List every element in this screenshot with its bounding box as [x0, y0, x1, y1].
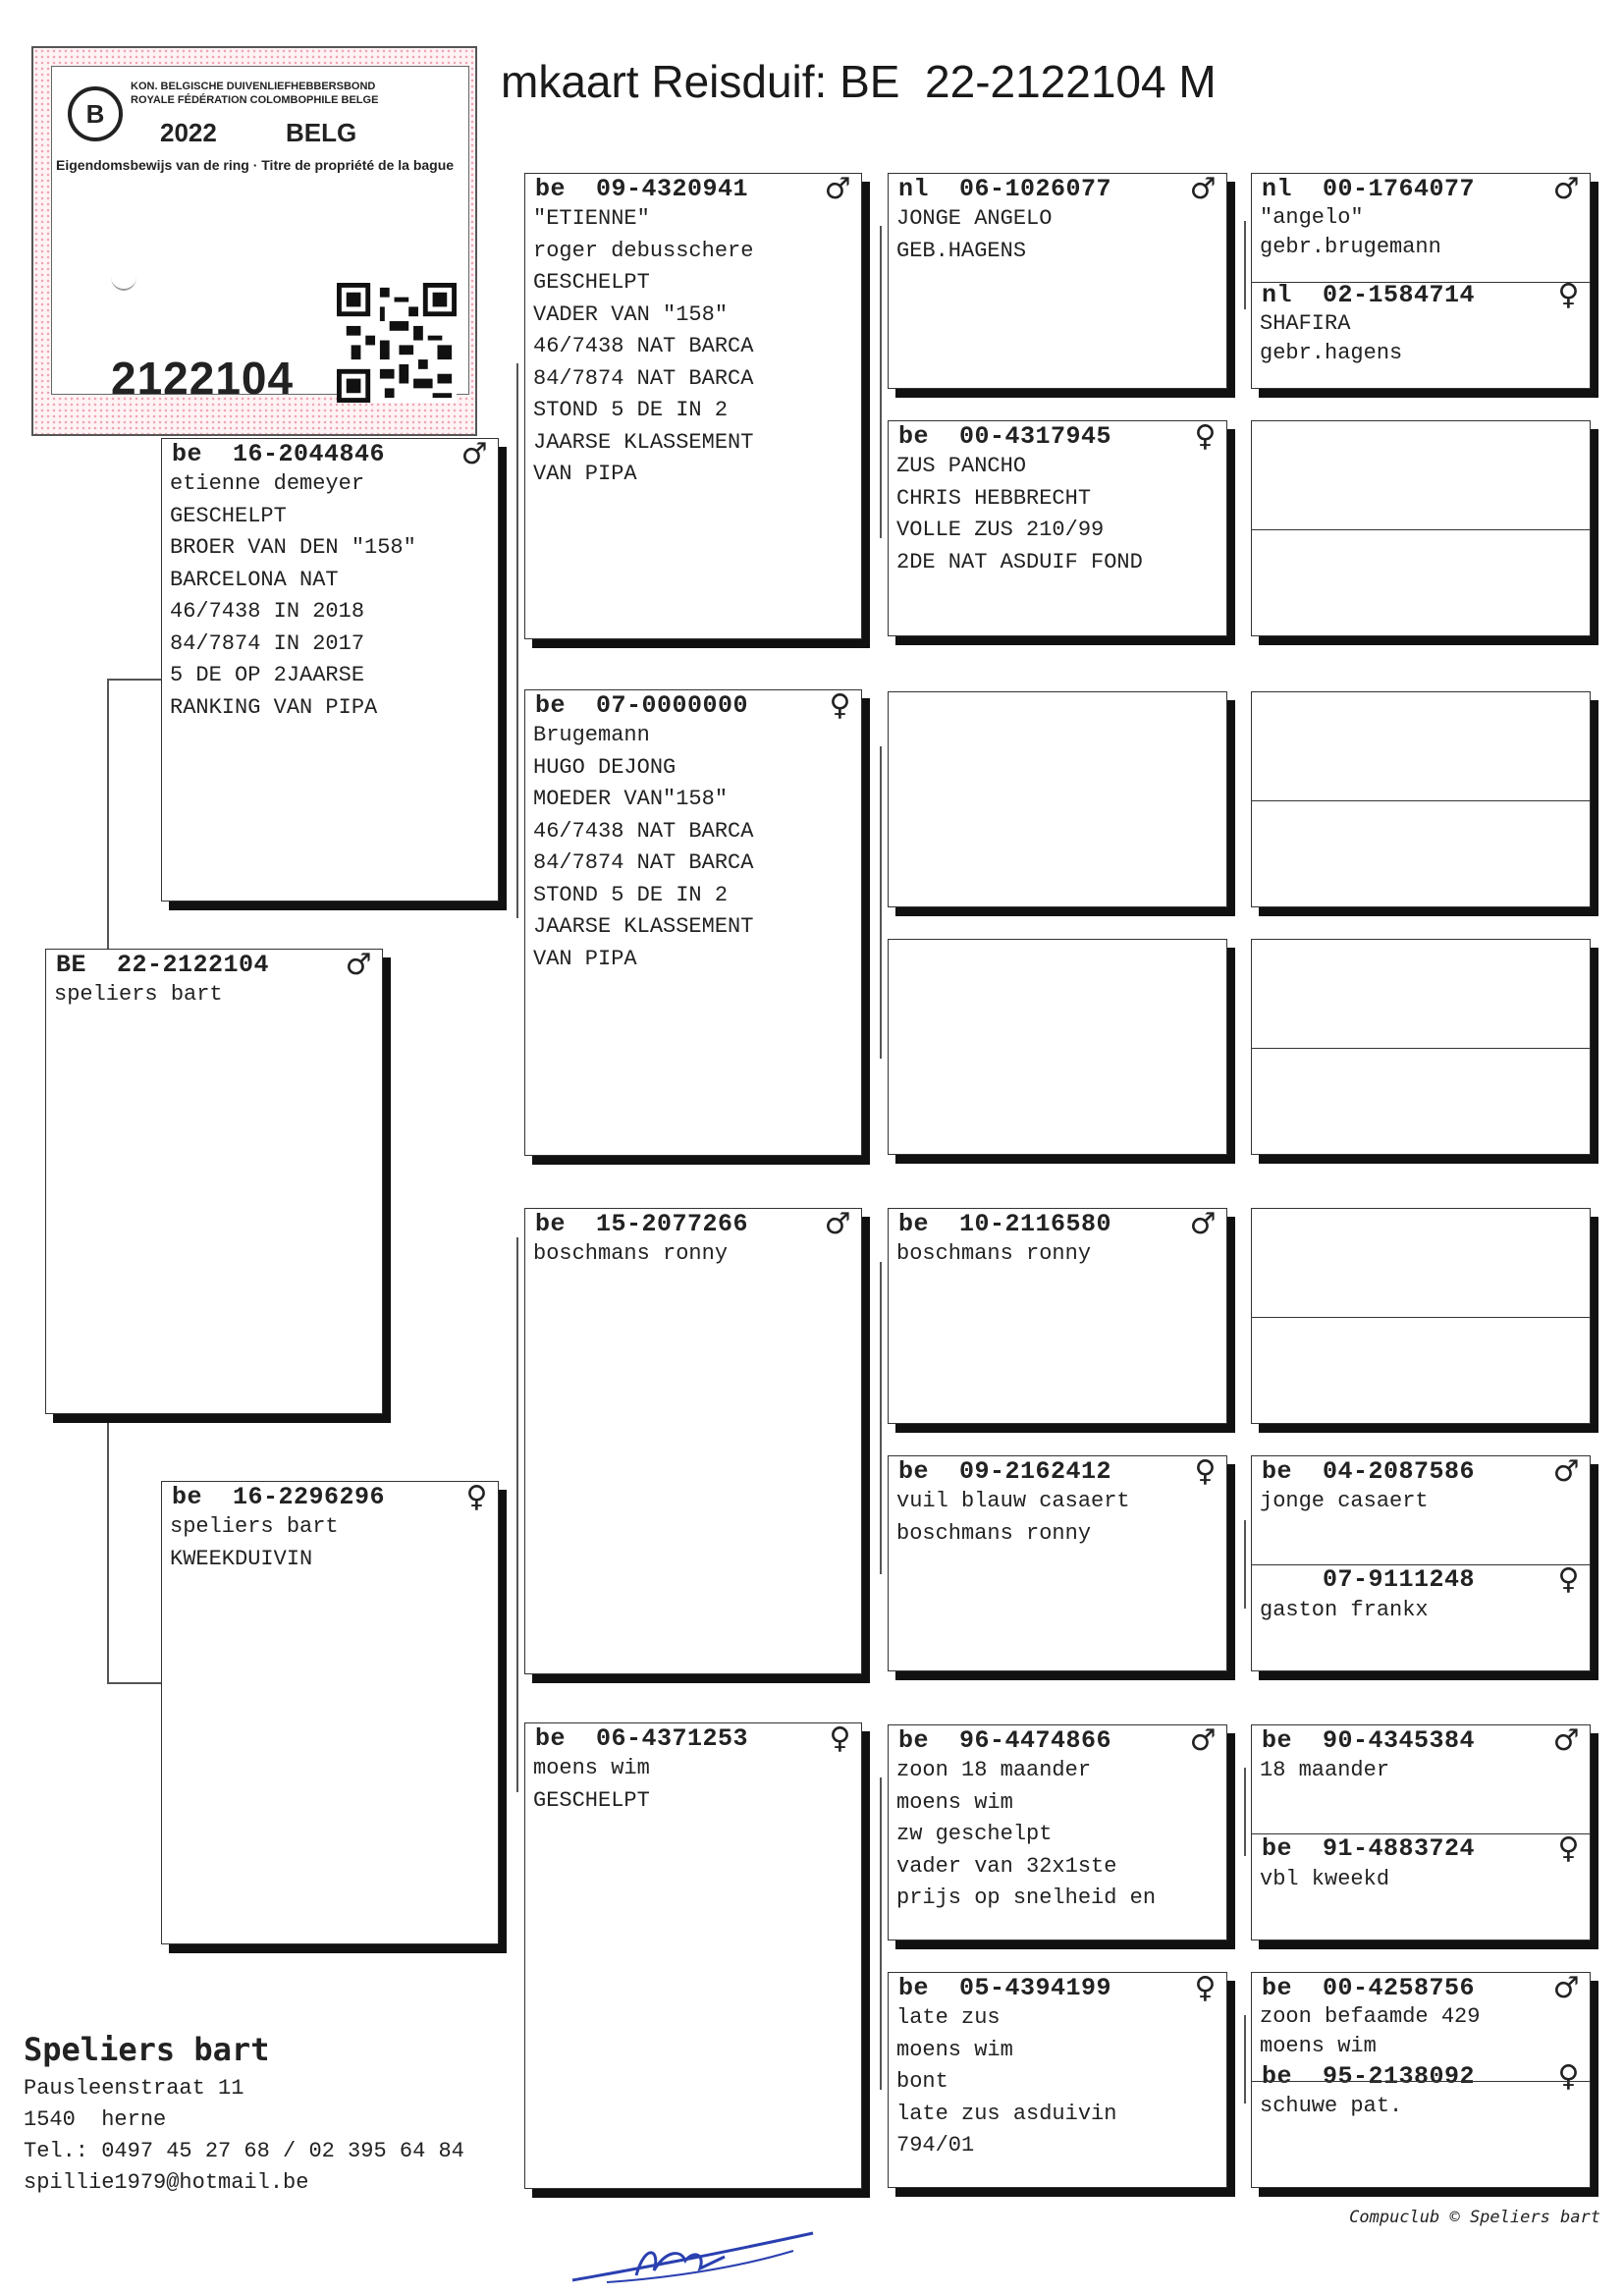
male-icon: ♂ [1189, 1206, 1217, 1241]
ring-number: 90-4345384 [1323, 1725, 1476, 1755]
pigeon-info-line: boschmans ronny [896, 1520, 1092, 1546]
female-icon: ♀ [1557, 277, 1580, 312]
pigeon-info-line: 84/7874 NAT BARCA [533, 850, 754, 875]
pigeon-info-line: speliers bart [170, 1514, 339, 1539]
pigeon-info-line: moens wim [896, 2037, 1013, 2062]
pigeon-info-line: 794/01 [896, 2133, 975, 2158]
country-code: be [535, 174, 567, 203]
ring-number: 2122104 [111, 353, 295, 404]
pigeon-card-empty [888, 939, 1227, 1155]
pigeon-card-pair-mmm [1251, 1972, 1591, 2188]
male-icon: ♂ [1189, 171, 1217, 206]
pigeon-info-line: VAN PIPA [533, 462, 637, 486]
pigeon-info-line: boschmans ronny [896, 1241, 1092, 1266]
pigeon-card-pair-fff [1251, 173, 1591, 389]
pigeon-info-line: "ETIENNE" [533, 206, 650, 231]
ring-number: 22-2122104 [117, 950, 270, 979]
pigeon-card-mfm [888, 1455, 1227, 1671]
pigeon-info-line: prijs op snelheid en [896, 1885, 1157, 1910]
pigeon-info-line: moens wim [1260, 2034, 1377, 2058]
qr-code-icon [337, 283, 457, 403]
pigeon-header [889, 1722, 1226, 1758]
pigeon-info-line: moens wim [533, 1756, 650, 1780]
federation-name-fr: ROYALE FÉDÉRATION COLOMBOPHILE BELGE [131, 94, 379, 106]
pigeon-header [1252, 2058, 1590, 2094]
country-code: be [1262, 1834, 1293, 1863]
pigeon-info-line: "angelo" [1260, 205, 1364, 230]
country-code: be [535, 1209, 567, 1238]
pigeon-info-line: BARCELONA NAT [170, 567, 339, 592]
pigeon-info-line: Brugemann [533, 723, 650, 747]
pigeon-info-line: STOND 5 DE IN 2 [533, 398, 729, 422]
ring-number: 05-4394199 [959, 1973, 1112, 2002]
female-icon: ♀ [829, 1721, 851, 1756]
ring-number: 09-2162412 [959, 1456, 1112, 1486]
male-icon: ♂ [460, 436, 488, 471]
page-title: mkaart Reisduif: BE 22-2122104 M [501, 56, 1217, 107]
pigeon-info-line: GESCHELPT [533, 1787, 650, 1813]
female-icon: ♀ [1194, 418, 1217, 454]
connector-line [1244, 1520, 1246, 1609]
pigeon-info-line: VOLLE ZUS 210/99 [896, 518, 1105, 542]
ring-number: 95-2138092 [1323, 2061, 1476, 2091]
pigeon-card-mm [524, 1722, 862, 2189]
pigeon-info-line: STOND 5 DE IN 2 [533, 882, 729, 907]
owner-city: 1540 herne [24, 2107, 167, 2132]
ring-number: 91-4883724 [1323, 1834, 1476, 1863]
country-code: be [898, 1725, 930, 1755]
pigeon-info-line: speliers bart [54, 982, 223, 1007]
pigeon-card-mf [524, 1208, 862, 1674]
pigeon-header [889, 1206, 1226, 1241]
country-code: BE [56, 950, 87, 979]
connector-line [1244, 1768, 1246, 1856]
divider [1252, 282, 1590, 283]
connector-line [1244, 2015, 1246, 2104]
connector-line [880, 1262, 882, 1574]
ownership-text: Eigendomsbewijs van de ring · Titre de propriété de la bague [56, 157, 455, 173]
ring-number: 00-1764077 [1323, 174, 1476, 203]
ring-card [31, 46, 477, 436]
pigeon-card-father [161, 438, 499, 902]
female-icon: ♀ [1557, 2058, 1580, 2094]
divider [1252, 1317, 1590, 1318]
pigeon-card-empty [1251, 939, 1591, 1155]
pigeon-info-line: gebr.brugemann [1260, 235, 1441, 259]
pigeon-info-line: SHAFIRA [1260, 311, 1351, 336]
pigeon-card-empty [1251, 420, 1591, 636]
connector-line [516, 363, 518, 918]
ring-card-inner [51, 66, 469, 404]
pigeon-card-mother [161, 1481, 499, 1944]
pigeon-card-subject [45, 949, 383, 1414]
female-icon: ♀ [829, 687, 851, 723]
pigeon-card-pair-mfm [1251, 1455, 1591, 1671]
pigeon-info-line: KWEEKDUIVIN [170, 1546, 313, 1571]
pigeon-info-line: gaston frankx [1260, 1597, 1429, 1622]
pigeon-header [525, 687, 861, 723]
female-icon: ♀ [1557, 1562, 1580, 1597]
female-icon: ♀ [1557, 1831, 1580, 1866]
pigeon-card-mmm [888, 1972, 1227, 2188]
pigeon-card-ff [524, 173, 862, 639]
connector-line [880, 226, 882, 538]
owner-name: Speliers bart [24, 2031, 270, 2068]
ring-number: 07-0000000 [596, 690, 749, 720]
pigeon-info-line: JONGE ANGELO [896, 206, 1053, 231]
pigeon-info-line: MOEDER VAN"158" [533, 787, 729, 811]
pigeon-card-pair-mmf [1251, 1724, 1591, 1940]
divider [1252, 1564, 1590, 1565]
pigeon-card-fm [524, 689, 862, 1156]
country-code: be [535, 690, 567, 720]
ring-number: 06-1026077 [959, 174, 1112, 203]
male-icon: ♂ [1552, 1722, 1580, 1758]
pigeon-info-line: HUGO DEJONG [533, 754, 677, 780]
pigeon-card-fff [888, 173, 1227, 389]
male-icon: ♂ [1552, 1970, 1580, 2005]
pigeon-info-line: 46/7438 NAT BARCA [533, 818, 754, 844]
pigeon-info-line: vbl kweekd [1260, 1866, 1390, 1891]
pigeon-info-line: late zus [896, 2005, 1001, 2030]
pigeon-card-mmf [888, 1724, 1227, 1940]
pigeon-info-line: late zus asduivin [896, 2101, 1117, 2126]
pigeon-header [1252, 1970, 1590, 2005]
pigeon-header [525, 1721, 861, 1756]
male-icon: ♂ [1552, 1453, 1580, 1489]
pigeon-info-line: GESCHELPT [533, 270, 650, 295]
pigeon-header [46, 947, 382, 982]
federation-name-nl: KON. BELGISCHE DUIVENLIEFHEBBERSBOND [131, 81, 376, 92]
ring-year: 2022 [160, 118, 217, 147]
pigeon-info-line: GESCHELPT [170, 503, 287, 528]
ring-number: 00-4317945 [959, 421, 1112, 451]
hole-punch-icon [111, 263, 136, 291]
pigeon-card-empty [888, 691, 1227, 907]
pigeon-info-line: RANKING VAN PIPA [170, 694, 378, 720]
divider [1252, 1833, 1590, 1834]
ring-number: 06-4371253 [596, 1723, 749, 1753]
pigeon-info-line: zoon befaamde 429 [1260, 2004, 1481, 2029]
pigeon-info-line: CHRIS HEBBRECHT [896, 485, 1092, 511]
pigeon-info-line: GEB.HAGENS [896, 238, 1027, 263]
pigeon-info-line: moens wim [896, 1789, 1013, 1815]
ring-number: 16-2296296 [233, 1482, 386, 1511]
pigeon-info-line: jonge casaert [1260, 1489, 1429, 1513]
pigeon-header [525, 1206, 861, 1241]
signature-icon [568, 2221, 823, 2290]
ring-number: 04-2087586 [1323, 1456, 1476, 1486]
pigeon-info-line: JAARSE KLASSEMENT [533, 914, 754, 939]
country-code: be [898, 421, 930, 451]
pigeon-info-line: 46/7438 IN 2018 [170, 599, 365, 624]
connector-line [107, 1682, 161, 1684]
pigeon-info-line: 84/7874 IN 2017 [170, 630, 365, 656]
divider [1252, 529, 1590, 530]
pigeon-header [1252, 171, 1590, 206]
ring-number: 96-4474866 [959, 1725, 1112, 1755]
pigeon-info-line: etienne demeyer [170, 471, 365, 496]
pigeon-info-line: zoon 18 maander [896, 1758, 1092, 1782]
pigeon-info-line: BROER VAN DEN "158" [170, 535, 416, 560]
pigeon-card-mff [888, 1208, 1227, 1424]
pigeon-header [889, 1453, 1226, 1489]
ring-number: 09-4320941 [596, 174, 749, 203]
connector-line [516, 1237, 518, 1792]
pigeon-info-line: gebr.hagens [1260, 341, 1403, 365]
connector-line [880, 1777, 882, 2090]
pigeon-info-line: schuwe pat. [1260, 2094, 1403, 2118]
pigeon-card-ffm [888, 420, 1227, 636]
country-code: nl [898, 174, 930, 203]
country-code: be [1262, 2061, 1293, 2091]
pigeon-header [1252, 1722, 1590, 1758]
divider [1252, 800, 1590, 801]
pigeon-info-line: 46/7438 NAT BARCA [533, 334, 754, 358]
country-code: be [535, 1723, 567, 1753]
female-icon: ♀ [1194, 1453, 1217, 1489]
pigeon-info-line: JAARSE KLASSEMENT [533, 429, 754, 455]
pigeon-info-line: vuil blauw casaert [896, 1489, 1130, 1513]
pigeon-info-line: VADER VAN "158" [533, 301, 729, 327]
connector-line [880, 746, 882, 1059]
pigeon-info-line: ZUS PANCHO [896, 454, 1027, 478]
pigeon-card-empty [1251, 1208, 1591, 1424]
pigeon-header [525, 171, 861, 206]
pigeon-header [1252, 1562, 1590, 1597]
pigeon-header [162, 1479, 498, 1514]
country-code: be [898, 1973, 930, 2002]
owner-email: spillie1979@hotmail.be [24, 2170, 309, 2195]
divider [1252, 1048, 1590, 1049]
pigeon-info-line: 5 DE OP 2JAARSE [170, 663, 365, 687]
country-code: be [172, 1482, 203, 1511]
ring-number: 02-1584714 [1323, 280, 1476, 309]
country-code: be [898, 1209, 930, 1238]
connector-line [1244, 221, 1246, 309]
divider [1252, 2081, 1590, 2082]
ring-number: 10-2116580 [959, 1209, 1112, 1238]
pigeon-info-line: 2DE NAT ASDUIF FOND [896, 549, 1143, 574]
male-icon: ♂ [824, 1206, 851, 1241]
copyright: Compuclub © Speliers bart [1349, 2208, 1600, 2227]
owner-phone: Tel.: 0497 45 27 68 / 02 395 64 84 [24, 2139, 464, 2163]
male-icon: ♂ [824, 171, 851, 206]
pigeon-info-line: bont [896, 2069, 948, 2094]
federation-logo: B [68, 86, 123, 141]
pigeon-card-empty [1251, 691, 1591, 907]
country-code: nl [1262, 174, 1293, 203]
male-icon: ♂ [1552, 171, 1580, 206]
pigeon-header [162, 436, 498, 471]
ring-number: 00-4258756 [1323, 1973, 1476, 2002]
pigeon-info-line: vader van 32x1ste [896, 1853, 1117, 1879]
ring-country: BELG [286, 118, 357, 147]
pigeon-header [1252, 1831, 1590, 1866]
country-code: be [172, 439, 203, 468]
country-code: be [1262, 1973, 1293, 2002]
country-code: be [1262, 1725, 1293, 1755]
female-icon: ♀ [1194, 1970, 1217, 2005]
ring-number: 07-9111248 [1323, 1565, 1476, 1594]
connector-line [107, 679, 161, 681]
pigeon-info-line: roger debusschere [533, 238, 754, 263]
country-code: be [1262, 1456, 1293, 1486]
country-code: nl [1262, 280, 1293, 309]
pigeon-header [889, 418, 1226, 454]
pigeon-header [1252, 1453, 1590, 1489]
male-icon: ♂ [345, 947, 372, 982]
owner-address: Pausleenstraat 11 [24, 2076, 244, 2101]
pigeon-header [889, 171, 1226, 206]
pigeon-info-line: 18 maander [1260, 1758, 1390, 1782]
ring-number: 15-2077266 [596, 1209, 749, 1238]
pigeon-header [889, 1970, 1226, 2005]
female-icon: ♀ [465, 1479, 488, 1514]
male-icon: ♂ [1189, 1722, 1217, 1758]
pigeon-info-line: 84/7874 NAT BARCA [533, 365, 754, 391]
pigeon-info-line: zw geschelpt [896, 1822, 1053, 1846]
pigeon-header [1252, 277, 1590, 312]
pigeon-info-line: boschmans ronny [533, 1241, 729, 1266]
pigeon-info-line: VAN PIPA [533, 946, 637, 971]
ring-number: 16-2044846 [233, 439, 386, 468]
country-code: be [898, 1456, 930, 1486]
